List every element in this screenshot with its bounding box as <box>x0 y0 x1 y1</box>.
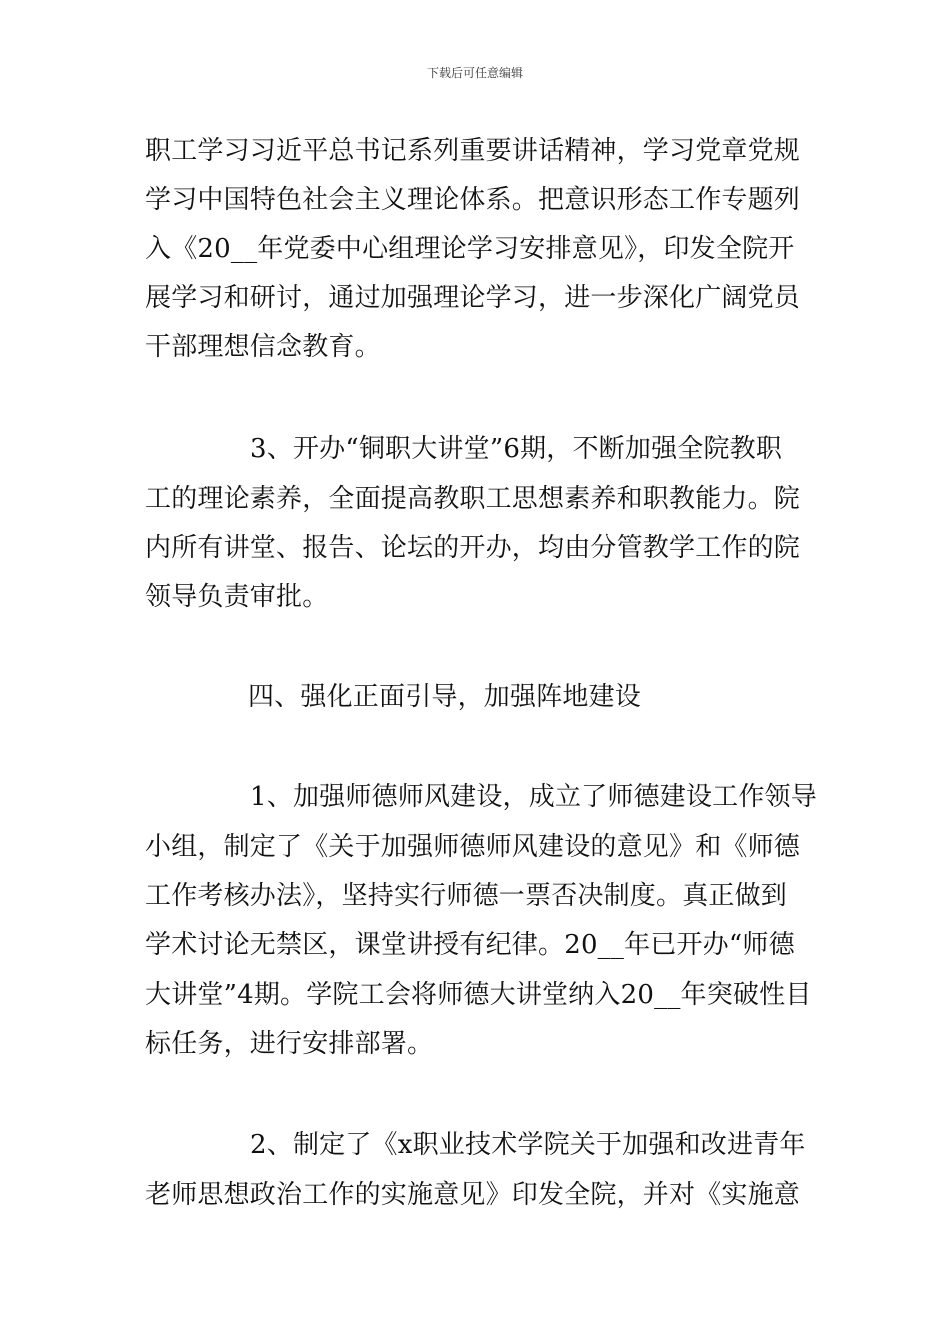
paragraph-line: 工作考核办法》，坚持实行师德一票否决制度。真正做到 <box>145 881 788 911</box>
page-header: 下载后可任意编辑 <box>426 66 523 80</box>
paragraph-line: 3、开办“铜职大讲堂”6期，不断加强全院教职 <box>250 434 783 464</box>
paragraph-line: 内所有讲堂、报告、论坛的开办，均由分管教学工作的院 <box>145 533 801 563</box>
paragraph-line: 大讲堂”4期。学院工会将师德大讲堂纳入20__年突破性目 <box>145 980 812 1010</box>
paragraph-line: 领导负责审批。 <box>145 582 329 612</box>
paragraph-line: 学术讨论无禁区，课堂讲授有纪律。20__年已开办“师德 <box>145 930 795 960</box>
paragraph-line: 标任务，进行安排部署。 <box>145 1029 434 1059</box>
section-heading: 四、强化正面引导，加强阵地建设 <box>248 682 642 712</box>
paragraph-line: 职工学习习近平总书记系列重要讲话精神，学习党章党规 <box>145 136 801 166</box>
paragraph-line: 2、制定了《x职业技术学院关于加强和改进青年 <box>250 1130 806 1160</box>
paragraph-line: 入《20__年党委中心组理论学习安排意见》，印发全院开 <box>145 234 795 264</box>
paragraph-line: 学习中国特色社会主义理论体系。把意识形态工作专题列 <box>145 185 801 215</box>
paragraph-line: 小组，制定了《关于加强师德师风建设的意见》和《师德 <box>145 832 801 862</box>
paragraph-line: 展学习和研讨，通过加强理论学习，进一步深化广阔党员 <box>145 283 801 313</box>
paragraph-line: 1、加强师德师风建设，成立了师德建设工作领导 <box>250 782 817 812</box>
paragraph-line: 干部理想信念教育。 <box>145 332 381 362</box>
paragraph-line: 老师思想政治工作的实施意见》印发全院，并对《实施意 <box>145 1180 801 1210</box>
paragraph-line: 工的理论素养，全面提高教职工思想素养和职教能力。院 <box>145 484 801 514</box>
